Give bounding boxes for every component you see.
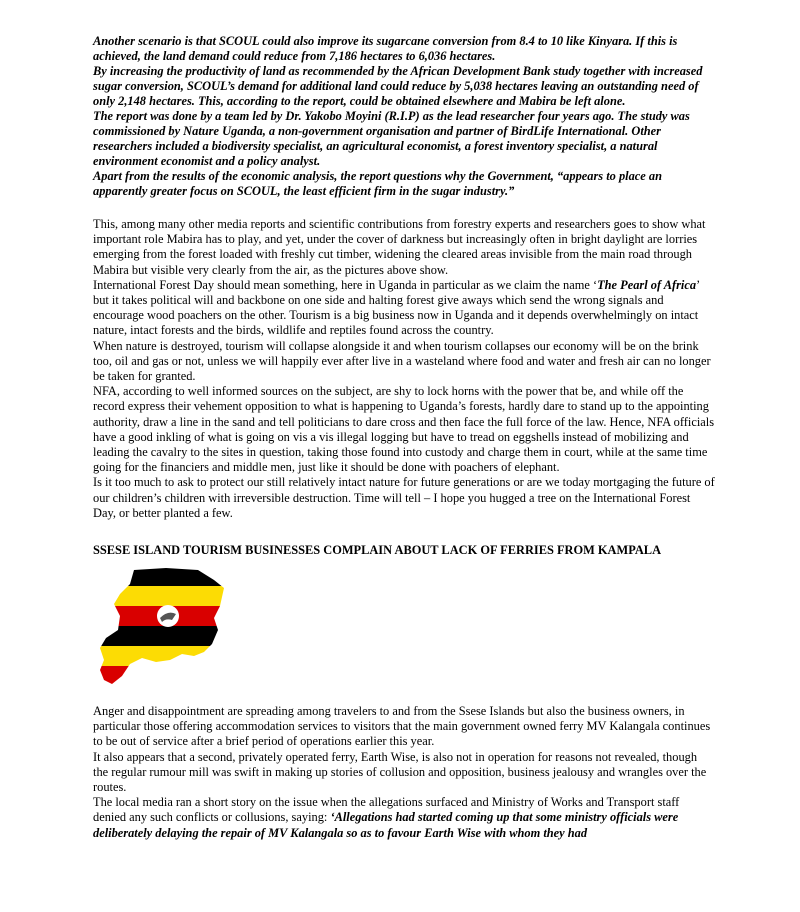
paragraph: Is it too much to ask to protect our still relatively intact nature for future generations or are we today mortgaging the future of our children’s children with irreversible destruction. Time will tell – I hope you hugged a tree on the International Forest Day, or better planted a few. (93, 475, 715, 520)
report-summary (93, 34, 715, 199)
paragraph: Apart from the results of the economic analysis, the report questions why the Government, “appears to place an apparently greater focus on SCOUL, the least efficient firm in the sugar industry.” (93, 169, 662, 198)
paragraph: Another scenario is that SCOUL could also improve its sugarcane conversion from 8.4 to 10 like Kinyara. If this is achieved, the land demand could reduce from 7,186 hectares to 6,036 hectares. (93, 34, 678, 63)
emphasis-text: The Pearl of Africa (597, 277, 697, 292)
paragraph: The report was done by a team led by Dr. Yakobo Moyini (R.I.P) as the lead researcher four years ago. The study was commissioned by Nature Uganda, a non-government organisation and partner of BirdLife International. Other researchers included a biodiversity specialist, an agricultural economist, a forest inventory specialist, a natural environment economist and a policy analyst. (93, 109, 690, 168)
flag-stripe (96, 646, 226, 666)
paragraph: By increasing the productivity of land as recommended by the African Development Bank study together with increased sugar conversion, SCOUL’s demand for additional land could reduce by 5,038 hectares leaving an outstanding need of only 2,148 hectares. This, according to the report, could be obtained elsewhere and Mabira be left alone. (93, 64, 703, 108)
paragraph: Anger and disappointment are spreading among travelers to and from the Ssese Islands but also the business owners, in particular those offering accommodation services to visitors that the main government owned ferry MV Kalangala continues to be out of service after a brief period of operations earlier this year. (93, 704, 711, 749)
paragraph: When nature is destroyed, tourism will collapse alongside it and when tourism collapses our economy will be on the brink too, oil and gas or not, unless we will happily ever after live in a wasteland where food and water and fresh air can no longer be taken for granted. (93, 338, 711, 384)
flag-stripe (96, 666, 226, 686)
section-heading: SSESE ISLAND TOURISM BUSINESSES COMPLAIN ABOUT LACK OF FERRIES FROM KAMPALA (93, 543, 662, 558)
text: International Forest Day should mean something, here in Uganda in particular as we claim the name ‘ (93, 277, 598, 292)
flag-stripe (96, 626, 226, 646)
quote-text: ‘Allegations had started coming up that some ministry officials were deliberately delaying the repair of MV Kalangala so as to favour Earth Wise with whom they had (93, 810, 679, 840)
paragraph: It also appears that a second, privately operated ferry, Earth Wise, is also not in operation for reasons not revealed, though the regular rumour mill was swift in making up stories of collusion and opposition, business jealousy and wrangles over the routes. (93, 749, 707, 795)
document-page (93, 34, 715, 841)
text: ’ but it takes political will and backbone on one side and halting forest give aways which send the wrong signals and encourage wood poachers on the other. Tourism is a big business now in Uganda and it depends overwhelmingly on intact nature, intact forests and the birds, wildlife and reptiles found across the country. (93, 277, 700, 338)
ferry-article-body (93, 704, 715, 841)
uganda-flag-map-image (96, 566, 226, 686)
uganda-flag-map (96, 566, 226, 686)
flag-stripe (96, 566, 226, 586)
paragraph (93, 795, 715, 841)
text: The local media ran a short story on the issue when the allegations surfaced and Ministry of Works and Transport staff denied any such conflicts or collusions, saying: (93, 795, 680, 825)
paragraph: This, among many other media reports and scientific contributions from forestry experts and researchers goes to show what important role Mabira has to play, and yet, under the cover of darkness but increasingly often in bright daylight are lorries emerging from the forest loaded with freshly cut timber, widening the cleared areas invisible from the main road through Mabira but visible very clearly from the air, as the pictures above show. (93, 217, 706, 277)
article-body (93, 217, 715, 521)
flag-stripe (96, 586, 226, 606)
paragraph: NFA, according to well informed sources on the subject, are shy to lock horns with the power that be, and while off the record express their vehement opposition to what is happening to Uganda’s forests, hardly dare to stand up to the appointing authority, draw a line in the sand and tell politicians to dare cross and then face the full force of the law. Hence, NFA officials have a good inkling of what is going on vis a vis illegal logging but have to tread on eggshells instead of mobilizing and leading the cavalry to the sites in question, taking those found into custody and charge them in court, while at the same time going for the financiers and middle men, just like it should be done with poachers of elephant. (93, 384, 715, 475)
paragraph (93, 278, 715, 339)
